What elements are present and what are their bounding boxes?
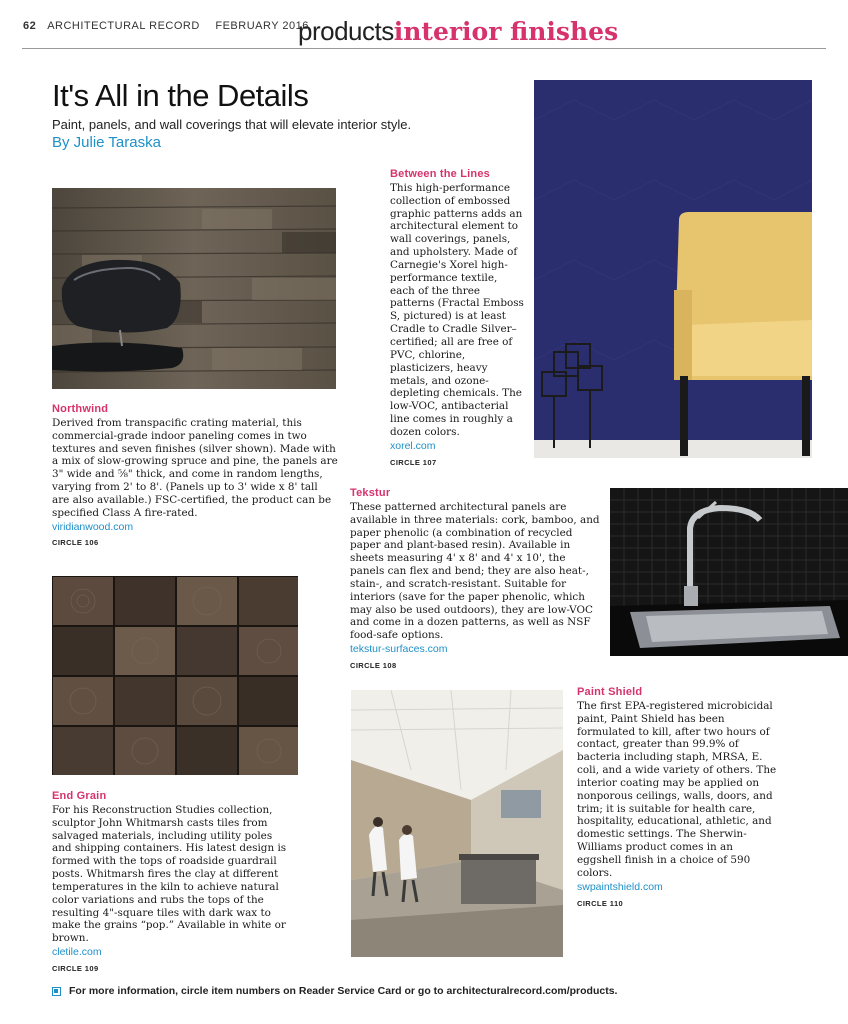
article-dek: Paint, panels, and wall coverings that will elevate interior style. [52,117,412,132]
checkbox-icon [52,987,61,996]
end-grain-item [52,790,292,976]
product-name: End Grain [52,790,107,802]
between-the-lines-photo [534,80,812,458]
product-url[interactable]: viridianwood.com [52,520,134,533]
tekstur-item [350,487,600,673]
section-topic: interior finishes [393,17,619,46]
product-description: Derived from transpacific crating material, this commercial-grade indoor paneling comes in two textures and seven finishes (silver shown). Made with a mix of slow-growing spruce and pine, the panels are 3" wide and ⅝" thick, and come in random lengths, varying from 2' to 8'. (Panels up to 3' wide x 8' tall are also available.) FSC-certified, the product can be specified Class A fire-rated. [52,416,338,519]
circle-number: CIRCLE 108 [350,660,397,670]
product-name: Between the Lines [390,168,490,180]
product-url[interactable]: cletile.com [52,946,102,959]
header-rule [22,48,826,49]
northwind-item [52,403,338,550]
footer-text: For more information, circle item numbers on Reader Service Card or go to architecturalrecord.com/products. [69,985,618,997]
circle-number: CIRCLE 106 [52,538,99,548]
between-the-lines-item [390,168,525,469]
product-description: This high-performance collection of embossed graphic patterns adds an architectural element to wall coverings, panels, and upholstery. Made of Carnegie's Xorel high-performance textile, each of the three patterns (Fractal Emboss S, pictured) is at least Cradle to Cradle Silver–certified; all are free of PVC, chlorine, plasticizers, heavy metals, and ozone-depleting chemicals. The low-VOC, antibacterial line comes in roughly a dozen colors. [390,181,524,438]
product-name: Northwind [52,403,109,415]
article-byline: By Julie Taraska [52,134,161,151]
product-url[interactable]: swpaintshield.com [577,880,663,893]
circle-number: CIRCLE 109 [52,963,99,973]
paint-shield-item [577,686,777,910]
product-name: Paint Shield [577,686,643,698]
issue-date: FEBRUARY 2016 [215,20,309,32]
article-title: It's All in the Details [52,78,309,113]
running-head [23,20,309,32]
product-description: The first EPA-registered microbicidal paint, Paint Shield has been formulated to kill, after two hours of contact, greater than 99.9% of bacteria including staph, MRSA, E. coli, and a wide variety of others. The interior coating may be applied on nonporous ceilings, walls, doors, and trim; it is suitable for health care, hospitality, educational, athletic, and domestic settings. The Sherwin-Williams product comes in an eggshell finish in a choice of 590 colors. [577,699,777,879]
end-grain-photo [52,576,298,775]
reader-service-note [52,985,617,997]
circle-number: CIRCLE 110 [577,898,624,908]
section-label: products [298,16,394,46]
section-heading [298,16,618,47]
product-url[interactable]: tekstur-surfaces.com [350,643,448,656]
product-description: These patterned architectural panels are available in three materials: cork, bamboo, and paper phenolic (a combination of recycled paper and plant-based resin). Available in sheets measuring 4' x 8' and 4' x 10', the panels can flex and bend; they are also heat-, stain-, and scratch-resistant. Suitable for interiors (save for the paper phenolic, which may also be used outdoors), they are low-VOC and come in a dozen patterns, as well as NSF food-safe options. [350,500,600,642]
product-name: Tekstur [350,487,391,499]
page-number: 62 [23,20,37,32]
tekstur-photo [610,488,848,656]
paint-shield-photo [351,690,563,957]
publication-name: ARCHITECTURAL RECORD [47,20,200,32]
product-url[interactable]: xorel.com [390,439,436,452]
northwind-photo [52,188,336,389]
circle-number: CIRCLE 107 [390,457,437,467]
product-description: For his Reconstruction Studies collection, sculptor John Whitmarsh casts tiles from salvaged materials, including utility poles and shipping containers. His latest design is formed with the tops of roadside guardrail posts. Whitmarsh fires the clay at different temperatures in the kiln to achieve natural color variations and rubs the tops of the resulting 4"-square tiles with dark wax to make the grains “pop.” Available in white or brown. [52,803,287,945]
